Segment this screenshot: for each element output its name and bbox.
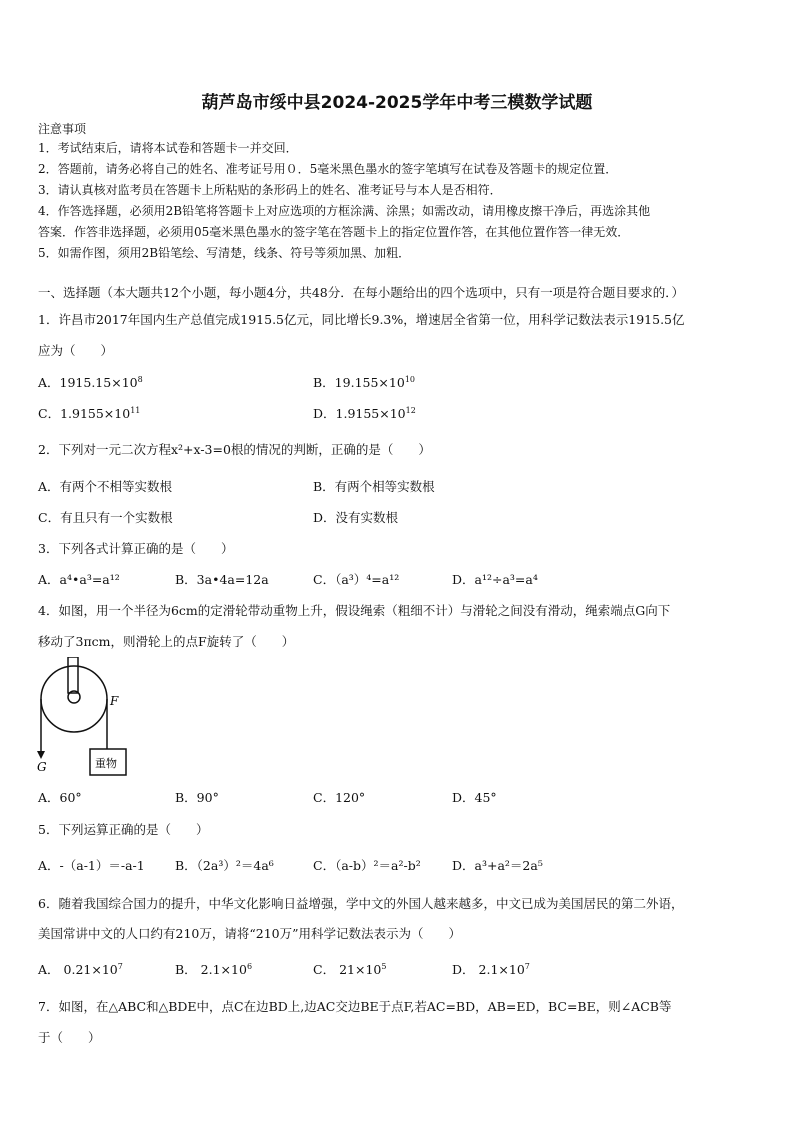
note-item: 1．考试结束后，请将本试卷和答题卡一并交回． bbox=[38, 141, 298, 155]
question-6-stem-cont: 美国常讲中文的人口约有210万，请将“210万”用科学记数法表示为（ ） bbox=[38, 926, 461, 941]
q3-option-a: A．a⁴•a³=a¹² bbox=[38, 572, 120, 587]
label-f: F bbox=[110, 694, 119, 708]
q5-option-d: D．a³+a²＝2a⁵ bbox=[452, 858, 543, 873]
question-4-stem: 4．如图，用一个半径为6cm的定滑轮带动重物上升，假设绳索（粗细不计）与滑轮之间没有滑动，绳索端点G向下 bbox=[38, 603, 671, 618]
weight-label: 重物 bbox=[95, 757, 117, 770]
q2-option-d: D．没有实数根 bbox=[313, 510, 399, 525]
section-heading: 一、选择题（本大题共12个小题，每小题4分，共48分．在每小题给出的四个选项中，只有一项是符合题目要求的．） bbox=[38, 285, 685, 300]
label-g: G bbox=[37, 760, 47, 774]
q5-option-b: B．（2a³）²＝4a⁶ bbox=[175, 858, 274, 873]
question-3-stem: 3．下列各式计算正确的是（ ） bbox=[38, 541, 234, 556]
q1-option-b: B．$19.155\times 10^{10}$ bbox=[313, 375, 415, 390]
q1-option-a: A．$1915.15\times 10^8$ bbox=[38, 375, 143, 390]
question-4-stem-cont: 移动了3πcm，则滑轮上的点F旋转了（ ） bbox=[38, 634, 295, 649]
q2-option-c: C．有且只有一个实数根 bbox=[38, 510, 173, 525]
q1-option-c: C．$1.9155\times 10^{11}$ bbox=[38, 406, 141, 421]
q4-option-c: C．120° bbox=[313, 790, 366, 805]
pulley-figure bbox=[34, 657, 130, 781]
note-item: 2．答题前，请务必将自己的姓名、准考证号用０．5毫米黑色墨水的签字笔填写在试卷及答题卡的规定位置． bbox=[38, 162, 618, 176]
note-item: 答案．作答非选择题，必须用05毫米黑色墨水的签字笔在答题卡上的指定位置作答，在其他位置作答一律无效． bbox=[38, 225, 630, 239]
q2-option-a: A．有两个不相等实数根 bbox=[38, 479, 173, 494]
q4-option-b: B．90° bbox=[175, 790, 219, 805]
q5-option-c: C．（a-b）²＝a²-b² bbox=[313, 858, 421, 873]
q3-option-c: C．（a³）⁴=a¹² bbox=[313, 572, 400, 587]
q6-option-a: A． $0.21\times 10^7$ bbox=[38, 962, 123, 977]
q6-option-b: B． $2.1\times 10^6$ bbox=[175, 962, 253, 977]
q3-option-d: D．a¹²÷a³=a⁴ bbox=[452, 572, 538, 587]
question-5-stem: 5．下列运算正确的是（ ） bbox=[38, 822, 209, 837]
question-7-stem-cont: 于（ ） bbox=[38, 1030, 101, 1045]
question-1-stem: 1．许昌市2017年国内生产总值完成1915.5亿元，同比增长9.3%，增速居全省第一位，用科学记数法表示1915.5亿 bbox=[38, 312, 685, 327]
note-item: 5．如需作图，须用2B铅笔绘、写清楚，线条、符号等须加黑、加粗． bbox=[38, 246, 411, 260]
q6-option-c: C． $21\times 10^5$ bbox=[313, 962, 387, 977]
page-title: 葫芦岛市绥中县2024-2025学年中考三模数学试题 bbox=[201, 93, 593, 113]
notes-heading: 注意事项 bbox=[38, 122, 87, 136]
note-item: 3．请认真核对监考员在答题卡上所粘贴的条形码上的姓名、准考证号与本人是否相符． bbox=[38, 183, 502, 197]
q4-option-a: A．60° bbox=[38, 790, 82, 805]
q2-option-b: B．有两个相等实数根 bbox=[313, 479, 435, 494]
question-1-stem-cont: 应为（ ） bbox=[38, 343, 114, 358]
q1-option-d: D．$1.9155\times 10^{12}$ bbox=[313, 406, 416, 421]
note-item: 4．作答选择题，必须用2B铅笔将答题卡上对应选项的方框涂满、涂黑；如需改动，请用橡皮擦干净后，再选涂其他 bbox=[38, 204, 651, 218]
question-6-stem: 6．随着我国综合国力的提升，中华文化影响日益增强，学中文的外国人越来越多，中文已成为美国居民的第二外语， bbox=[38, 896, 684, 911]
question-2-stem: 2．下列对一元二次方程x²+x-3=0根的情况的判断，正确的是（ ） bbox=[38, 442, 431, 457]
q4-option-d: D．45° bbox=[452, 790, 497, 805]
q6-option-d: D． $2.1\times 10^7$ bbox=[452, 962, 530, 977]
question-7-stem: 7．如图，在△ABC和△BDE中，点C在边BD上,边AC交边BE于点F,若AC=BD，AB=ED，BC=BE，则∠ACB等 bbox=[38, 999, 672, 1014]
q3-option-b: B．3a•4a=12a bbox=[175, 572, 269, 587]
q5-option-a: A．-（a-1）＝-a-1 bbox=[38, 858, 145, 873]
